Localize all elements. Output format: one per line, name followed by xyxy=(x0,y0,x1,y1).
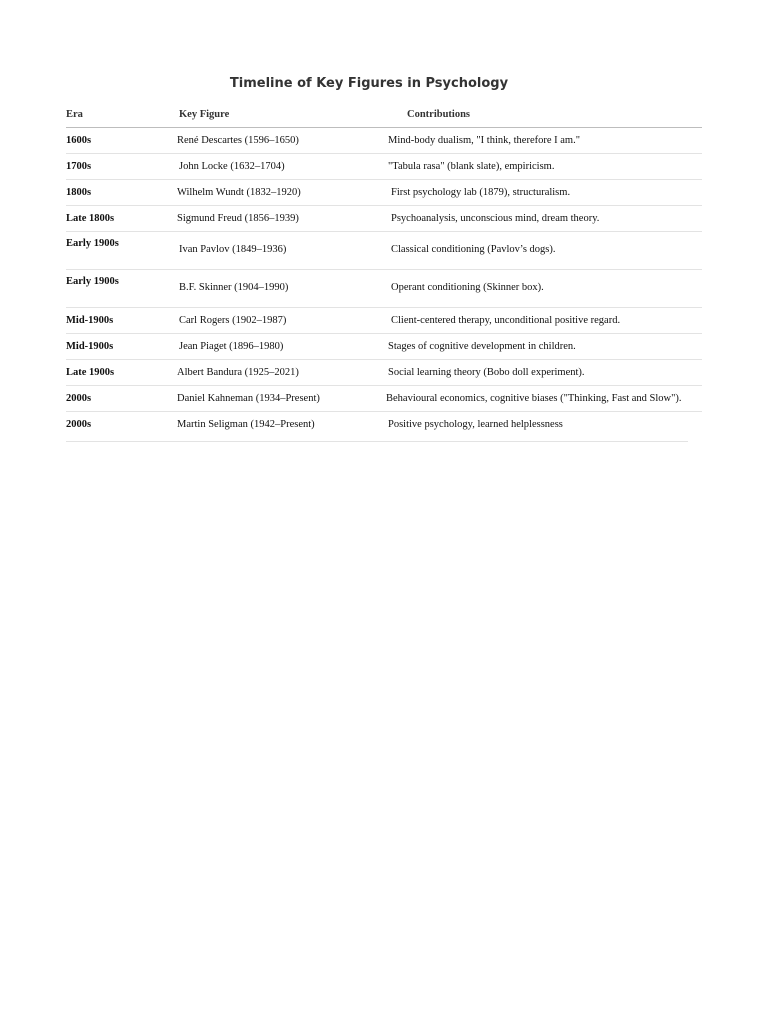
contribution-cell: First psychology lab (1879), structuralism. xyxy=(391,187,571,198)
key-figure-cell: René Descartes (1596–1650) xyxy=(177,135,299,146)
key-figure-cell: Martin Seligman (1942–Present) xyxy=(177,419,315,430)
era-cell: 1700s xyxy=(66,161,92,172)
table-row xyxy=(66,180,702,206)
contribution-cell: Classical conditioning (Pavlov’s dogs). xyxy=(391,244,556,255)
era-cell: 1800s xyxy=(66,187,92,198)
era-cell: Late 1900s xyxy=(66,367,115,378)
table-row xyxy=(66,206,702,232)
contribution-cell: Mind-body dualism, "I think, therefore I am." xyxy=(388,135,580,146)
era-cell: 2000s xyxy=(66,393,92,404)
timeline-table xyxy=(66,106,702,437)
table-row xyxy=(66,386,702,412)
key-figure-cell: Ivan Pavlov (1849–1936) xyxy=(179,244,287,255)
column-header-era: Era xyxy=(66,109,83,120)
key-figure-cell: Daniel Kahneman (1934–Present) xyxy=(177,393,320,404)
contribution-cell: Social learning theory (Bobo doll experiment). xyxy=(388,367,585,378)
era-cell: Mid-1900s xyxy=(66,315,114,326)
era-cell: Early 1900s xyxy=(66,238,119,249)
era-cell: Late 1800s xyxy=(66,213,115,224)
contribution-cell: Client-centered therapy, unconditional positive regard. xyxy=(391,315,621,326)
table-row xyxy=(66,128,702,154)
key-figure-cell: Sigmund Freud (1856–1939) xyxy=(177,213,299,224)
column-header-key-figure: Key Figure xyxy=(179,109,230,120)
key-figure-cell: John Locke (1632–1704) xyxy=(179,161,285,172)
table-bottom-divider xyxy=(66,441,688,442)
key-figure-cell: Carl Rogers (1902–1987) xyxy=(179,315,287,326)
era-cell: Mid-1900s xyxy=(66,341,114,352)
table-row xyxy=(66,308,702,334)
table-row xyxy=(66,412,702,437)
page-title: Timeline of Key Figures in Psychology xyxy=(229,76,509,91)
key-figure-cell: Albert Bandura (1925–2021) xyxy=(177,367,299,378)
contribution-cell: Stages of cognitive development in children. xyxy=(388,341,576,352)
contribution-cell: "Tabula rasa" (blank slate), empiricism. xyxy=(388,161,555,172)
era-cell: 2000s xyxy=(66,419,92,430)
contribution-cell: Behavioural economics, cognitive biases ("Thinking, Fast and Slow"). xyxy=(386,393,682,404)
key-figure-cell: Jean Piaget (1896–1980) xyxy=(179,341,284,352)
era-cell: Early 1900s xyxy=(66,276,119,287)
table-row xyxy=(66,154,702,180)
table-header-row xyxy=(66,106,702,128)
table-row xyxy=(66,232,702,270)
contribution-cell: Psychoanalysis, unconscious mind, dream theory. xyxy=(391,213,600,224)
key-figure-cell: Wilhelm Wundt (1832–1920) xyxy=(177,187,301,198)
contribution-cell: Positive psychology, learned helplessness xyxy=(388,419,563,430)
column-header-contributions: Contributions xyxy=(407,109,471,120)
table-row xyxy=(66,270,702,308)
table-row xyxy=(66,334,702,360)
key-figure-cell: B.F. Skinner (1904–1990) xyxy=(179,282,289,293)
table-row xyxy=(66,360,702,386)
era-cell: 1600s xyxy=(66,135,92,146)
contribution-cell: Operant conditioning (Skinner box). xyxy=(391,282,544,293)
